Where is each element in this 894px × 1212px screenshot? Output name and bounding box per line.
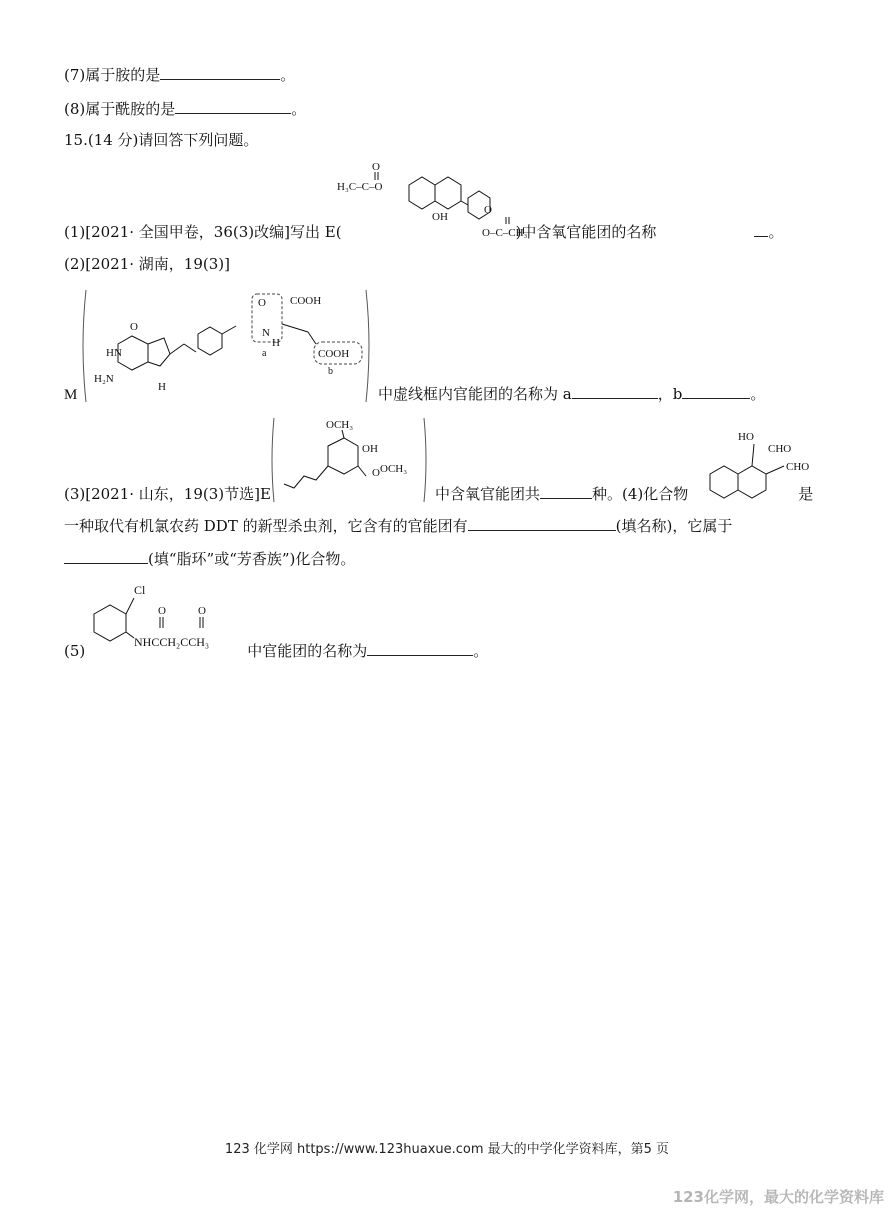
question-8 [64, 99, 306, 119]
question-4-text-tail: 是 [798, 485, 814, 503]
question-3-text: (3)[2021· 山东，19(3)节选]E [64, 485, 271, 503]
question-15-4-line2 [64, 516, 732, 536]
svg-text:OCH₃: OCH₃ [326, 419, 354, 431]
svg-text:O: O [258, 297, 266, 309]
svg-text:Cl: Cl [134, 583, 146, 597]
question-1-text: (1)[2021· 全国甲卷，36(3)改编]写出 E( [64, 223, 342, 241]
svg-text:H: H [158, 381, 166, 393]
question-7 [64, 65, 295, 85]
period: 。 [280, 66, 296, 84]
question-15-3 [64, 484, 813, 504]
answer-blank-3[interactable] [540, 484, 592, 499]
answer-blank-1[interactable] [754, 222, 768, 237]
question-5-number: (5) [64, 642, 86, 660]
svg-text:a: a [262, 348, 267, 359]
svg-text:H₃C–C–O: H₃C–C–O [337, 181, 383, 193]
question-2-text: 中虚线框内官能团的名称为 a [378, 385, 572, 403]
svg-text:M: M [64, 387, 78, 403]
question-4-text-4: (填“脂环”或“芳香族”)化合物。 [148, 550, 356, 568]
question-4-text-2: 一种取代有机氯农药 DDT 的新型杀虫剂，它含有的官能团有 [64, 517, 468, 535]
svg-text:H: H [272, 337, 280, 349]
answer-blank-8[interactable] [175, 99, 291, 114]
question-7-text: (7)属于胺的是 [64, 66, 161, 84]
svg-text:NHCCH₂CCH₃: NHCCH₂CCH₃ [134, 635, 210, 649]
structure-m [64, 286, 374, 406]
svg-text:O: O [130, 321, 138, 333]
svg-text:H₂N: H₂N [94, 373, 114, 385]
svg-text:OH: OH [432, 211, 448, 223]
svg-text:CHO: CHO [786, 461, 810, 473]
question-8-text: (8)属于酰胺的是 [64, 100, 176, 118]
svg-text:COOH: COOH [318, 348, 350, 360]
question-5-text: 中官能团的名称为 [247, 642, 368, 660]
question-2-text-b: ，b [657, 385, 683, 403]
question-15-1 [64, 222, 783, 242]
answer-blank-4b[interactable] [64, 549, 148, 564]
page-footer: 123 化学网 https://www.123huaxue.com 最大的中学化学资料库，第5 页 [224, 1142, 670, 1157]
answer-blank-7[interactable] [160, 65, 280, 80]
svg-text:O: O [484, 204, 492, 216]
period: 。 [750, 385, 766, 403]
period: 。 [768, 223, 784, 241]
svg-text:O: O [158, 605, 166, 617]
svg-text:CHO: CHO [768, 443, 792, 455]
question-4-text-3: (填名称)，它属于 [615, 517, 733, 535]
answer-blank-5[interactable] [367, 641, 473, 656]
watermark: 123化学网，最大的化学资料库 [672, 1188, 884, 1206]
svg-text:O: O [198, 605, 206, 617]
question-15-title: 15.(14 分)请回答下列问题。 [64, 131, 259, 149]
svg-text:O: O [372, 161, 380, 173]
svg-text:OCH₃: OCH₃ [380, 463, 408, 475]
question-15-2-tail [378, 384, 765, 404]
svg-text:COOH: COOH [290, 295, 322, 307]
answer-blank-2b[interactable] [682, 384, 750, 399]
answer-blank-2a[interactable] [572, 384, 658, 399]
svg-text:OH: OH [362, 443, 378, 455]
question-1-text-2: )中含氧官能团的名称 [515, 223, 657, 241]
question-3-text-2: 中含氧官能团共 [434, 485, 540, 503]
svg-text:HO: HO [738, 431, 754, 443]
question-4-text: 种。(4)化合物 [591, 485, 689, 503]
svg-text:O–C–CH₃: O–C–CH₃ [482, 227, 528, 239]
answer-blank-4a[interactable] [468, 516, 616, 531]
period: 。 [291, 100, 307, 118]
svg-text:N: N [262, 327, 270, 339]
question-15-4-line3 [64, 549, 355, 569]
svg-text:b: b [328, 366, 333, 377]
svg-text:HN: HN [106, 347, 122, 359]
question-15-2: (2)[2021· 湖南，19(3)] [64, 255, 230, 273]
period: 。 [473, 642, 489, 660]
svg-text:O: O [372, 467, 380, 479]
question-15-5 [64, 641, 488, 661]
